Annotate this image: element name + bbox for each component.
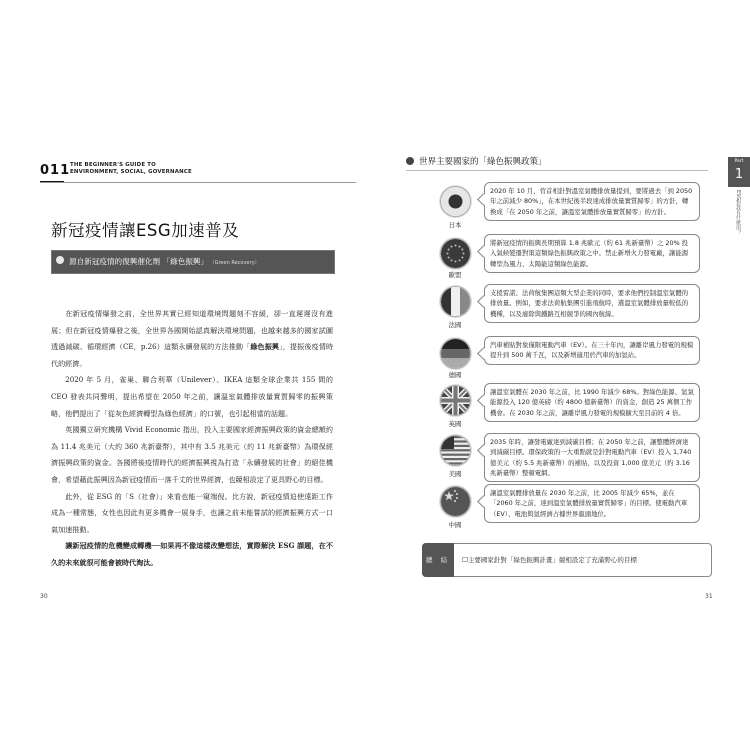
uk-flag-icon bbox=[440, 385, 471, 416]
china-flag-icon bbox=[440, 486, 471, 517]
country-name: 中國 bbox=[448, 521, 462, 529]
country-policy-text: 支援雷諾、法荷航集團這類大型企業的同時，要求他們控制溫室氣體的排放量。例如，要求法荷航集團引進飛航時，選溫室氣體排放量較低的機種，以及廢除與鐵路互相競爭的國內航線。 bbox=[484, 284, 700, 323]
germany-flag-icon bbox=[440, 338, 471, 369]
page-number: 30 bbox=[40, 593, 48, 600]
paragraph: 英國獨立研究機構 Vivid Economic 指出，投入主要國家經濟振興政策的資金總額約為 11.4 兆美元（大約 360 兆新臺幣），其中有 3.5 兆美元（約 11 兆新臺幣）為環保經濟振興政策的資金。各國將後疫情時代的經濟振興視為打造「永續發展的社會」的絕佳機會，希望藉此振興因為新冠疫情而一落千丈的世界經濟，也競相設定了更具野心的目標。 bbox=[51, 425, 333, 484]
country-policy-text: 2035 年時，讓發電廠達到減碳目標；在 2050 年之前，讓整體經濟達到減碳目標。環保政策的一大重點就是針對電動汽車（EV）投入 1,740 億美元（約 5.5 兆新臺幣）的補貼，以及投資 1,000 億美元（約 3.16 兆新臺幣）整頓電網。 bbox=[484, 433, 700, 482]
country-policy-text: 讓溫室氣體在 2030 年之前，比 1990 年減少 68%。對綠色能源、氫氣能源投入 120 億英磅（約 4800 億新臺幣）的資金，創造 25 萬個工作機會。在 2030 年之前，讓離岸風力發電的規模擴大至目前的 4 倍。 bbox=[484, 383, 700, 422]
chapter-number: 011 bbox=[40, 163, 71, 178]
paragraph: 2020 年 5 月，雀巢、聯合利華（Unilever）、IKEA 這類全球企業共 155 間的 CEO 發表共同聲明，提出希望在 2050 年之前，讓溫室氣體排放量實質歸零的振興策略，他們提出了「從灰色經濟轉型為綠色經濟」的口號，也引起相當的話題。 bbox=[51, 375, 333, 418]
country-name: 法國 bbox=[448, 321, 462, 329]
country-policy-text: 讓溫室氣體排放量在 2030 年之前，比 2005 年減少 65%，並在「2060 年之前，達到溫室氣體排放量實質歸零」的目標。使電動汽車（EV）、電池與氫經濟占據世界龍頭地位。 bbox=[484, 484, 700, 523]
page-number: 31 bbox=[705, 593, 713, 600]
chapter-rule bbox=[40, 182, 356, 183]
usa-flag-icon bbox=[440, 435, 471, 466]
conclusion-paragraph: 讓新冠疫情的危機變成轉機──如果再不像這樣改變想法，實際解決 ESG 課題，在不久的未來就很可能會被時代淘汰。 bbox=[51, 541, 333, 567]
country-policy-text: 將新冠疫情的振興長期預算 1.8 兆歐元（約 61 兆新臺幣）之 20% 投入氣候變遷對策這類綠色振興政策之中。禁止新增火力發電廠，讓能源轉型為風力、太陽能這類綠色能源。 bbox=[484, 234, 700, 273]
side-running-head: ESG對我有什麼用？ bbox=[735, 190, 741, 236]
part-label: Part bbox=[734, 159, 744, 164]
country-name: 德國 bbox=[448, 371, 462, 379]
section-bullet-icon bbox=[56, 256, 64, 264]
country-name: 英國 bbox=[448, 420, 462, 428]
part-number: 1 bbox=[734, 167, 744, 182]
summary-label: 總 結 bbox=[426, 556, 451, 564]
country-policy-text: 汽車補貼對象僅限電動汽車（EV）。在三十年內，讓離岸風力發電的規模提升到 500 萬千瓦，以及新增適用於汽車的加氫站。 bbox=[484, 336, 700, 365]
country-name: 日本 bbox=[448, 221, 462, 229]
chapter-subtitle: THE BEGINNER'S GUIDE TO ENVIRONMENT, SOCIAL, GOVERNANCE bbox=[70, 162, 192, 175]
country-name: 美國 bbox=[448, 470, 462, 478]
france-flag-icon bbox=[440, 286, 471, 317]
country-policy-text: 2020 年 10 月，菅首相針對溫室氣體排放量提到，要將過去「到 2050 年之前減少 80%」，在本世紀後半段達成排放量實質歸零」的方針，轉換成「在 2050 年之前，讓溫室氣體排放量實質歸零」的方針。 bbox=[484, 182, 700, 221]
country-name: 歐盟 bbox=[448, 271, 462, 279]
figure-title: 世界主要國家的「綠色振興政策」 bbox=[419, 157, 547, 167]
body-text bbox=[51, 306, 333, 572]
section-title-en: （Green Recovery） bbox=[212, 260, 260, 266]
eu-flag-icon bbox=[440, 238, 471, 269]
summary-text: ☐主要國家針對「綠色振興計畫」競相設定了充滿野心的目標 bbox=[462, 556, 637, 564]
title-bullet-icon bbox=[406, 157, 414, 165]
japan-flag-icon bbox=[440, 186, 471, 217]
paragraph: 此外，從 ESG 的「S（社會）」來看也能一窺端倪。比方說，新冠疫情迫使遠距工作成為一種常態，女性也因此有更多機會一展身手，也讓之前未能嘗試的經濟振興方式一口氣加速推動。 bbox=[51, 491, 333, 534]
checkbox-icon: ☐ bbox=[462, 556, 468, 564]
paragraph: 在新冠疫情爆發之前，全世界其實已經知道環境問題刻不容緩，卻一直遲遲沒有進展；但在新冠疫情爆發之後，全世界各國開始認真解決環境問題，也越來越多的國家試圖透過減碳、循環經濟（CE，p.26）這類永續發展的方法推動「綠色振興」，提振後疫情時代的經濟。 bbox=[51, 309, 333, 368]
title-rule bbox=[406, 170, 708, 171]
section-title: 源自新冠疫情的復興催化劑 「綠色振興」 （Green Recovery） bbox=[69, 257, 260, 266]
page-title: 新冠疫情讓ESG加速普及 bbox=[51, 221, 240, 240]
